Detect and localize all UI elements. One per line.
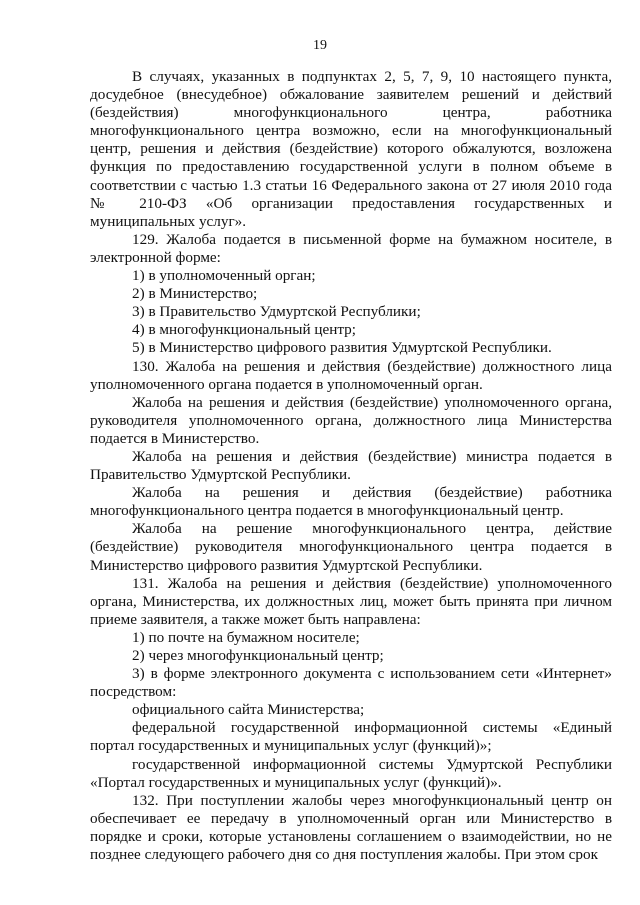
- paragraph: федеральной государственной информационной системы «Единый портал государственных и муниципальных услуг (функций)»;: [90, 719, 612, 755]
- paragraph: 3) в форме электронного документа с использованием сети «Интернет» посредством:: [90, 665, 612, 701]
- paragraph: В случаях, указанных в подпунктах 2, 5, 7, 9, 10 настоящего пункта, досудебное (внесудебное) обжалование заявителем решений и действий (бездействия) многофункционального центра, работника многофункционального центра возможно, если на многофункциональный центр, решения и действия (бездействие) которого обжалуются, возложена функция по предоставлению государственной услуги в полном объеме в соответствии с частью 1.3 статьи 16 Федерального закона от 27 июля 2010 года № 210-ФЗ «Об организации предоставления государственных и муниципальных услуг».: [90, 68, 612, 230]
- paragraph: Жалоба на решения и действия (бездействие) министра подается в Правительство Удмуртской Республики.: [90, 447, 612, 484]
- list-item: 2) в Министерство;: [132, 285, 258, 303]
- list-item: официального сайта Министерства;: [132, 701, 365, 719]
- paragraph: государственной информационной системы Удмуртской Республики «Портал государственных и муниципальных услуг (функций)».: [90, 755, 612, 791]
- list-item: 1) по почте на бумажном носителе;: [132, 628, 360, 646]
- paragraph: 130. Жалоба на решения и действия (бездействие) должностного лица уполномоченного органа подается в уполномоченный орган.: [90, 357, 612, 393]
- list-item: 5) в Министерство цифрового развития Удмуртской Республики.: [132, 339, 552, 357]
- paragraph: Жалоба на решения и действия (бездействие) работника многофункционального центра подается в многофункциональный центр.: [90, 484, 612, 520]
- list-item: 3) в Правительство Удмуртской Республики;: [132, 303, 421, 321]
- list-item: 4) в многофункциональный центр;: [132, 321, 357, 339]
- page-number: 19: [313, 38, 327, 53]
- paragraph: 132. При поступлении жалобы через многофункциональный центр он обеспечивает ее передачу в уполномоченный орган или Министерство в порядке и сроки, которые установлены соглашением о взаимодействии, но не позднее следующего рабочего дня со дня поступления жалобы. При этом срок: [90, 791, 612, 864]
- document-body: [90, 68, 612, 864]
- paragraph: 131. Жалоба на решения и действия (бездействие) уполномоченного органа, Министерства, их должностных лиц, может быть принята при личном приеме заявителя, а также может быть направлена:: [90, 574, 612, 628]
- paragraph: Жалоба на решение многофункционального центра, действие (бездействие) руководителя многофункционального центра подается в Министерство цифрового развития Удмуртской Республики.: [90, 520, 612, 574]
- list-item: 2) через многофункциональный центр;: [132, 647, 384, 664]
- paragraph: 129. Жалоба подается в письменной форме на бумажном носителе, в электронной форме:: [90, 230, 612, 266]
- paragraph: Жалоба на решения и действия (бездействие) уполномоченного органа, руководителя уполномоченного органа, должностного лица Министерства подается в Министерство.: [90, 393, 612, 447]
- list-item: 1) в уполномоченный орган;: [132, 267, 316, 285]
